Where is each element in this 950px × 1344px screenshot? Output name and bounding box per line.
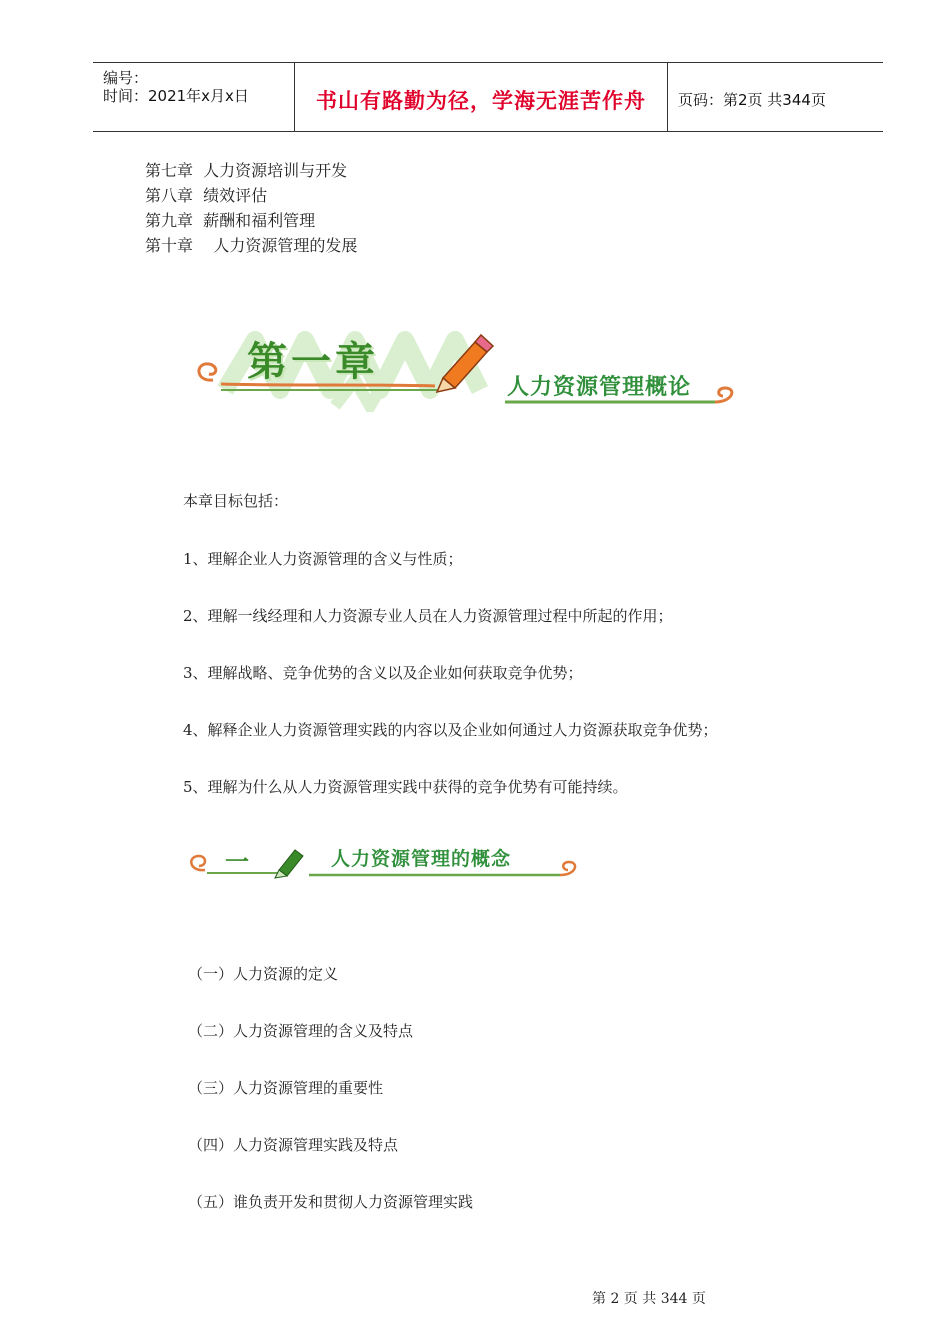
- pencil-icon: [275, 850, 303, 878]
- toc-list: [145, 158, 357, 258]
- motto-text: 书山有路勤为径，学海无涯苦作舟: [316, 89, 646, 113]
- document-header: [93, 62, 883, 132]
- header-motto-cell: [295, 63, 668, 131]
- section-item: （五）谁负责开发和贯彻人力资源管理实践: [188, 1193, 474, 1211]
- section-banner: [185, 840, 585, 880]
- objective-item: 2、理解一线经理和人力资源专业人员在人力资源管理过程中所起的作用；: [183, 607, 673, 625]
- toc-item: 第十章 人力资源管理的发展: [145, 236, 358, 255]
- toc-item: 第七章 人力资源培训与开发: [145, 161, 348, 180]
- document-number-label: 编号：: [103, 69, 149, 87]
- page-footer: 第 2 页 共 344 页: [592, 1291, 706, 1307]
- objective-item: 4、解释企业人力资源管理实践的内容以及企业如何通过人力资源获取竞争优势；: [183, 721, 718, 739]
- objective-item: 1、理解企业人力资源管理的含义与性质；: [183, 550, 463, 568]
- header-meta-cell: [93, 63, 295, 131]
- section-number: 一: [225, 848, 249, 876]
- chapter-title: 人力资源管理概论: [507, 375, 692, 400]
- chapter-banner: [185, 320, 745, 412]
- objective-item: 3、理解战略、竞争优势的含义以及企业如何获取竞争优势；: [183, 664, 583, 682]
- section-item: （二）人力资源管理的含义及特点: [188, 1022, 414, 1040]
- chapter-number: 第一章: [247, 339, 379, 385]
- header-page-cell: [668, 63, 883, 131]
- objective-item: 5、理解为什么从人力资源管理实践中获得的竞争优势有可能持续。: [183, 778, 628, 796]
- section-item: （一）人力资源的定义: [188, 965, 339, 983]
- page-info: 页码：第2页 共344页: [678, 91, 826, 109]
- section-item: （四）人力资源管理实践及特点: [188, 1136, 399, 1154]
- section-item: （三）人力资源管理的重要性: [188, 1079, 384, 1097]
- document-time-label: 时间：2021年x月x日: [103, 87, 249, 105]
- toc-item: 第九章 薪酬和福利管理: [145, 211, 316, 230]
- section-title: 人力资源管理的概念: [331, 848, 512, 870]
- toc-item: 第八章 绩效评估: [145, 186, 268, 205]
- objectives-intro: 本章目标包括：: [183, 492, 289, 510]
